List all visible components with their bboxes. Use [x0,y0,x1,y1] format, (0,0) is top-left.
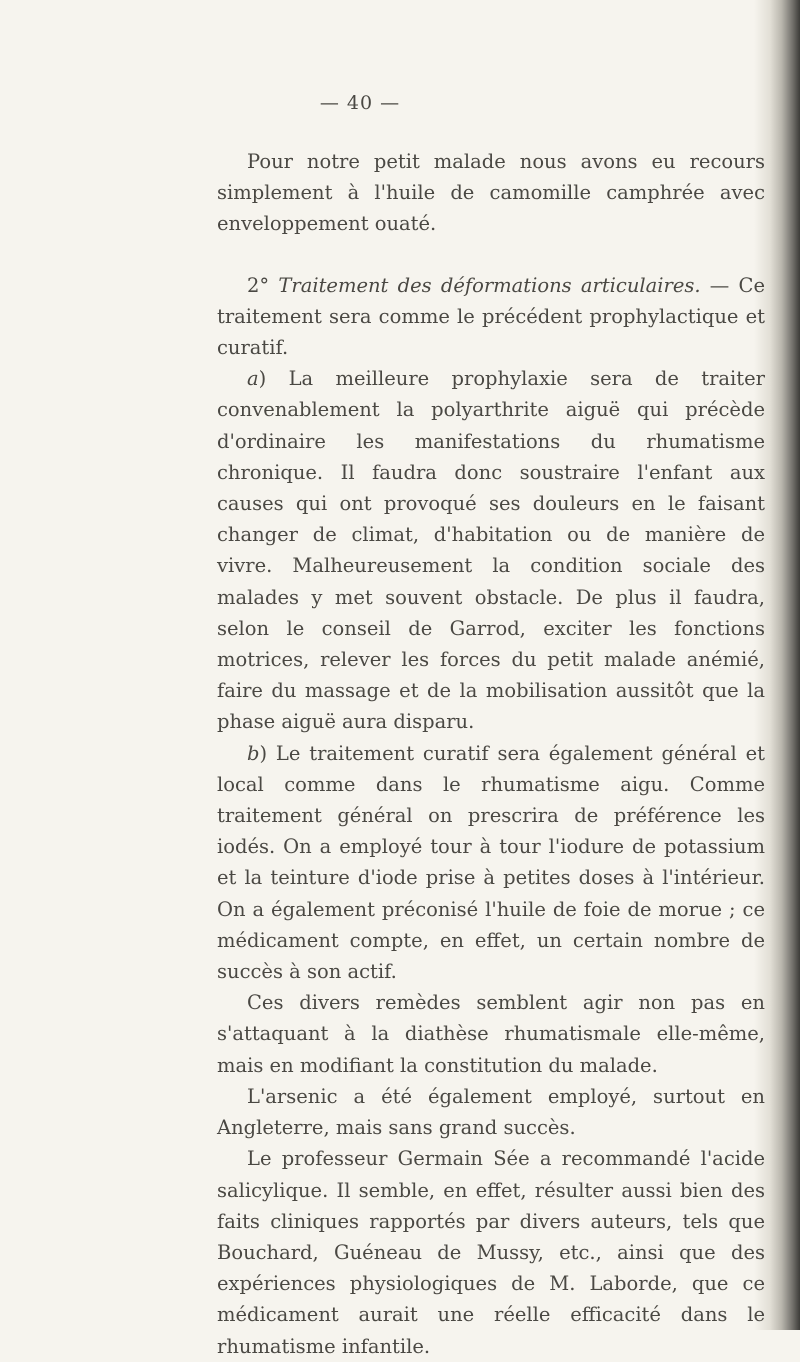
text-run: Le professeur Germain Sée a recommandé l'acide salicylique. Il semble, en effet, résulter aussi bien des faits cliniques rapportés par divers auteurs, tels que Bouchard, Guéneau de Mussy, etc., ainsi que des expériences physiologiques de M. Laborde, que ce médicament aurait une réelle efficacité dans le rhumatisme infantile. [217,1147,765,1358]
paragraph-remedies [217,987,765,1081]
section-number: 2° [247,273,279,297]
paragraph-section-heading [217,270,765,364]
page-number: — 40 — [319,92,401,114]
text-run: L'arsenic a été également employé, surtout en Angleterre, mais sans grand succès. [217,1084,765,1140]
paragraph-a-prophylaxis [217,363,765,737]
paragraph-arsenic [217,1081,765,1143]
paragraph-salicylic [217,1143,765,1361]
paragraph-camomile [217,146,765,240]
item-marker: a [247,367,259,391]
paragraph-b-curative [217,738,765,988]
body-text [217,146,765,1362]
section-title: Traitement des déformations articulaires. [278,273,701,297]
text-run: Pour notre petit malade nous avons eu recours simplement à l'huile de camomille camphrée avec enveloppement ouaté. [217,150,765,236]
item-marker: b [247,741,260,765]
text-run: — Ce traitement sera comme le précédent prophylactique et curatif. [217,273,765,360]
text-run: ) Le traitement curatif sera également général et local comme dans le rhumatisme aigu. Comme traitement général on prescrira de préférence les iodés. On a employé tour à tour l'iodure de potassium et la teinture d'iode prise à petites doses à l'intérieur. On a également préconisé l'huile de foie de morue ; ce médicament compte, en effet, un certain nombre de succès à son actif. [217,741,765,984]
text-run: ) La meilleure prophylaxie sera de traiter convenablement la polyarthrite aiguë qui précède d'ordinaire les manifestations du rhumatisme chronique. Il faudra donc soustraire l'enfant aux causes qui ont provoqué ses douleurs en le faisant changer de climat, d'habitation ou de manière de vivre. Malheureusement la condition sociale des malades y met souvent obstacle. De plus il faudra, selon le conseil de Garrod, exciter les fonctions motrices, relever les forces du petit malade anémié, faire du massage et de la mobilisation aussitôt que la phase aiguë aura disparu. [217,367,765,734]
text-run: Ces divers remèdes semblent agir non pas en s'attaquant à la diathèse rhumatismale elle-même, mais en modifiant la constitution du malade. [217,991,765,1077]
